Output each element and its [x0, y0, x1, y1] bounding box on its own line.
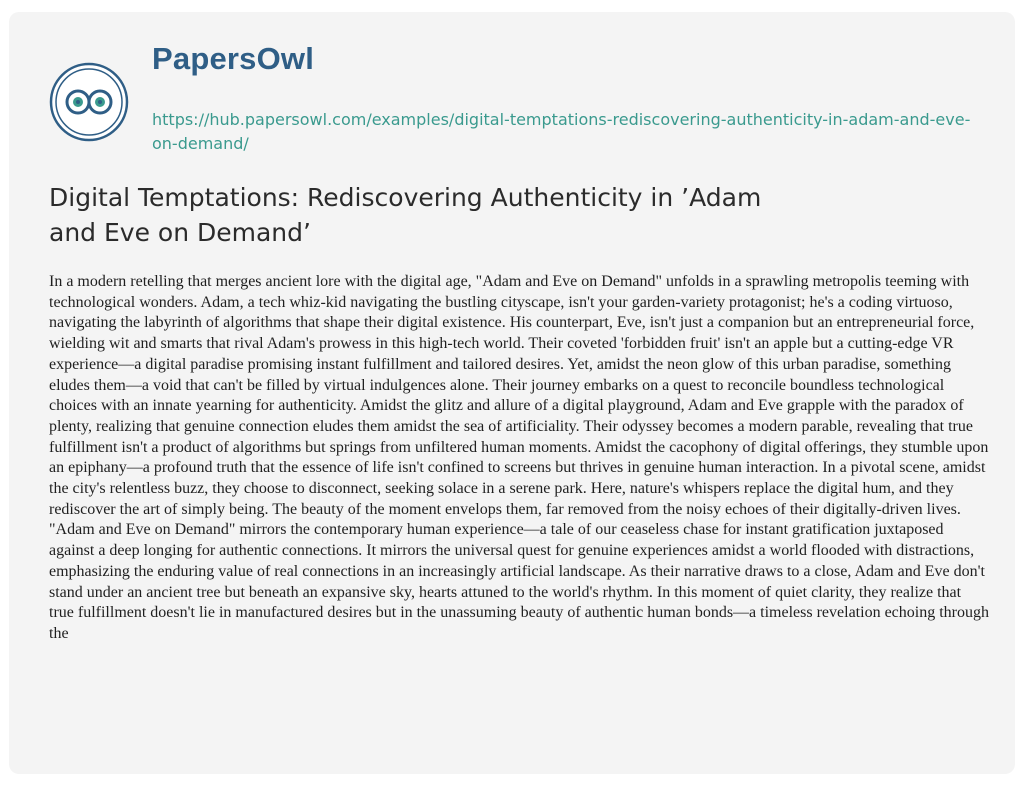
document-card: [9, 12, 1015, 774]
source-url-link[interactable]: https://hub.papersowl.com/examples/digital-temptations-rediscovering-authenticity-in-adam-and-eve-on-demand/: [152, 110, 971, 153]
header: [9, 12, 1015, 162]
brand-name: PapersOwl: [152, 41, 315, 76]
page-title: Digital Temptations: Rediscovering Authenticity in ’Adam and Eve on Demand’: [49, 183, 762, 247]
article-body: In a modern retelling that merges ancient lore with the digital age, "Adam and Eve on Demand" unfolds in a sprawling metropolis teeming with technological wonders. Adam, a tech whiz-kid navigating the bustling cityscape, isn't your garden-variety protagonist; he's a coding virtuoso, navigating the labyrinth of algorithms that shape their digital existence. His counterpart, Eve, isn't just a companion but an entrepreneurial force, wielding wit and smarts that rival Adam's prowess in this high-tech world. Their coveted 'forbidden fruit' isn't an apple but a cutting-edge VR experience—a digital paradise promising instant fulfillment and tailored desires. Yet, amidst the neon glow of this urban paradise, something eludes them—a void that can't be filled by virtual indulgences alone. Their journey embarks on a quest to reconcile boundless technological choices with an innate yearning for authenticity. Amidst the glitz and allure of a digital playground, Adam and Eve grapple with the paradox of plenty, realizing that genuine connection eludes them amidst the sea of artificiality. Their odyssey becomes a modern parable, revealing that true fulfillment isn't a product of algorithms but springs from unfiltered human moments. Amidst the cacophony of digital offerings, they stumble upon an epiphany—a profound truth that the essence of life isn't confined to screens but thrives in genuine human interaction. In a pivotal scene, amidst the city's relentless buzz, they choose to disconnect, seeking solace in a serene park. Here, nature's whispers replace the digital hum, and they rediscover the art of simply being. The beauty of the moment envelops them, far removed from the noisy echoes of their digitally-driven lives. "Adam and Eve on Demand" mirrors the contemporary human experience—a tale of our ceaseless chase for instant gratification juxtaposed against a deep longing for authentic connections. It mirrors the universal quest for genuine experiences amidst a world flooded with distractions, emphasizing the enduring value of real connections in an increasingly artificial landscape. As their narrative draws to a close, Adam and Eve don't stand under an ancient tree but beneath an expansive sky, hearts attuned to the world's rhythm. In this moment of quiet clarity, they realize that true fulfillment doesn't lie in manufactured desires but in the unassuming beauty of authentic human bonds—a timeless revelation echoing through the: [49, 273, 989, 642]
owl-eyes-icon: [49, 62, 129, 142]
